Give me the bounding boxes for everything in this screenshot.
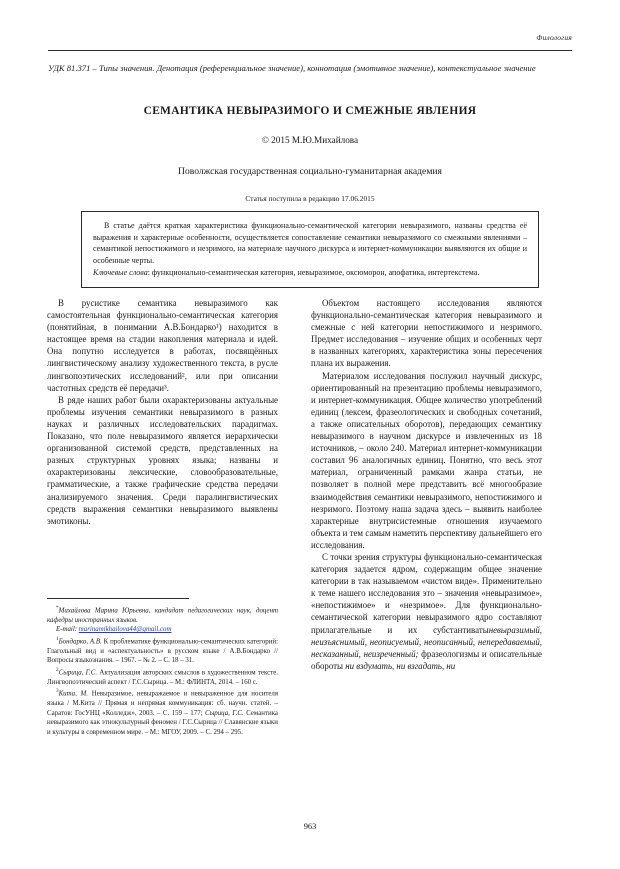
term-list-italic-2: ни вздумать, ни взгадать, ни: [345, 660, 456, 671]
keywords-label: Ключевые слова: [93, 268, 148, 278]
paragraph: [311, 551, 542, 672]
udk-line: УДК 81.371 – Типы значения. Денотация (референциальное значение), коннотация (эмотивное значение), контекстуальное значение: [48, 63, 536, 73]
footnote-text: Актуализация авторских смыслов в художественном тексте. Лингвопоэтический аспект / Г.С.Сырица. – М.: ФЛИНТА, 2014. – 160 с.: [47, 669, 279, 686]
footnote-marker: 3: [56, 688, 59, 695]
footnote-divider: [47, 598, 189, 599]
received-date: Статья поступила в редакцию 17.06.2015: [245, 194, 375, 203]
footnote-text: К проблематике функционально-семантических категорий: Глагольный вид и «аспектуальность» в русском языке / А.В.Бондарко // Вопросы языкознания. – 1967. – № 2. – С. 18 – 31.: [47, 638, 278, 665]
abstract-text: В статье даётся краткая характеристика функционально-семантической категории невыразимого, названы средства её выражения и характерные особенности, осуществляется сопоставление семантики невыразимого со смежными явлениями – семантикой непостижимого и незримого, на материале научного дискурса и интернет-коммуникации выявляются их общие и особенные черты.: [93, 221, 527, 265]
paragraph: В ряде наших работ были охарактеризованы актуальные проблемы изучения семантики невыразимого в разных науках и различных исследовательских парадигмах. Показано, что поле невыразимого является иерархически организованной системой средств, представленных на разных структурных уровнях языка; названы и охарактеризованы лексические, словообразовательные, грамматические, а также графические средства передачи анализируемого значения. Среди паралингвистических средств выражения семантики невыразимого выявлены эмотиконы.: [47, 394, 278, 526]
footnotes-block: [47, 604, 278, 737]
footnote-author: Кита, М.: [58, 690, 89, 698]
article-title: СЕМАНТИКА НЕВЫРАЗИМОГО И СМЕЖНЫЕ ЯВЛЕНИЯ: [143, 105, 477, 117]
term-list-italic: невыразимый, неизъяснимый, неописуемый, неописанный, непередаваемый, несказанный, неизреченный;: [311, 624, 542, 659]
footnote-marker: 2: [56, 666, 59, 673]
paragraph-lead: С точки зрения структуры функционально-семантическая категория задается ядром, содержащим общее значение категории в так называемом «чистом виде». Применительно к теме нашего исследования это – значения «невыразимое», «непостижимое» и «незримое». Для функционально-семантической категории невыразимого ядро составляют прилагательные и их субстантиваты: [311, 551, 542, 635]
paragraph: Объектом настоящего исследования являются функционально-семантическая категория невыразимого и смежные с ней категории непостижимого и незримого. Предмет исследования – изучение общих и особенных черт в названных категориях, характеристика зоны пересечения плана их выражения.: [311, 298, 542, 369]
email-link[interactable]: marinamikhailova44@gmail.com: [78, 626, 172, 634]
header-divider: [48, 50, 572, 51]
left-column: [47, 297, 278, 527]
footnote-3: [47, 687, 278, 737]
footnote-email: [47, 625, 278, 635]
footnote-text-2: Семантика невыразимого как этнокультурный феномен / Г.С.Сырица // Славянские языки и культуры в современном мире. – М.: МГОУ, 2009. – С. 294 – 295.: [47, 709, 278, 736]
paragraph: В русистике семантика невыразимого как самостоятельная функционально-семантическая категория (понятийная, в понимании А.В.Бондарко¹) находится в настоящее время на стадии накопления материала и идей. Она попутно исследуется в работах, посвящённых лингвистическому анализу художественного текста, в русле лингвопоэтических исследований², или при описании частотных средств её передачи³.: [47, 298, 278, 393]
footnote-author: Сырица, Г.С.: [58, 669, 98, 677]
page-number: 963: [303, 822, 317, 831]
keywords-values: : функционально-семантическая категория, невыразимое, оксюморон, апофатика, интертекстема.: [147, 268, 480, 278]
footnote-author: Бондарко, А.В.: [58, 638, 102, 646]
email-label: E-mail:: [56, 626, 79, 634]
footnote-1: [47, 635, 278, 666]
footnote-author-bio: [47, 604, 278, 625]
footnote-marker: *: [56, 605, 59, 611]
keywords-line: [93, 267, 527, 279]
paragraph: Материалом исследования послужил научный дискурс, ориентированный на презентацию проблемы невыразимого, и интернет-коммуникация. Общее количество употреблений единиц (лексем, фразеологических и свободных сочетаний, а также описательных оборотов), передающих семантику невыразимого в научном дискурсе и извлеченных из 18 источников, – около 240. Материал интернет-коммуникации составил 96 аналогичных единиц. Понятно, что весь этот материал, ограниченный рамками жанра статьи, не позволяет в полной мере представить всё многообразие взаимодействия семантики невыразимого, непостижимого и незримого. Поэтому наша задача здесь – выявить наиболее характерные внутрисистемные отношения изучаемого объекта и тем самым наметить перспективу дальнейшего его исследования.: [311, 370, 542, 550]
footnote-text: Михайлова Марина Юрьевна, кандидат педагогических наук, доцент кафедры иностранных языков.: [47, 607, 278, 624]
running-head: Филология: [536, 33, 572, 42]
term-list-plain: фразеологизмы и описательные обороты: [311, 648, 542, 671]
abstract-box: [81, 211, 539, 288]
right-column: [311, 297, 542, 672]
affiliation-line: Поволжская государственная социально-гуманитарная академия: [178, 166, 442, 177]
copyright-line: © 2015 М.Ю.Михайлова: [261, 135, 359, 145]
footnote-text: Невыразимое, невыражаемое и невыраженное для носителя языка / М.Кита // Прямая и непрямая коммуникация: сб. научн. статей. – Саратов: ГосУНЦ «Колледж», 2003. – С. 159 – 177;: [47, 690, 279, 717]
footnote-author-2: Сырица, Г.С.: [205, 709, 244, 717]
footnote-marker: 1: [56, 635, 59, 642]
footnote-2: [47, 666, 278, 687]
